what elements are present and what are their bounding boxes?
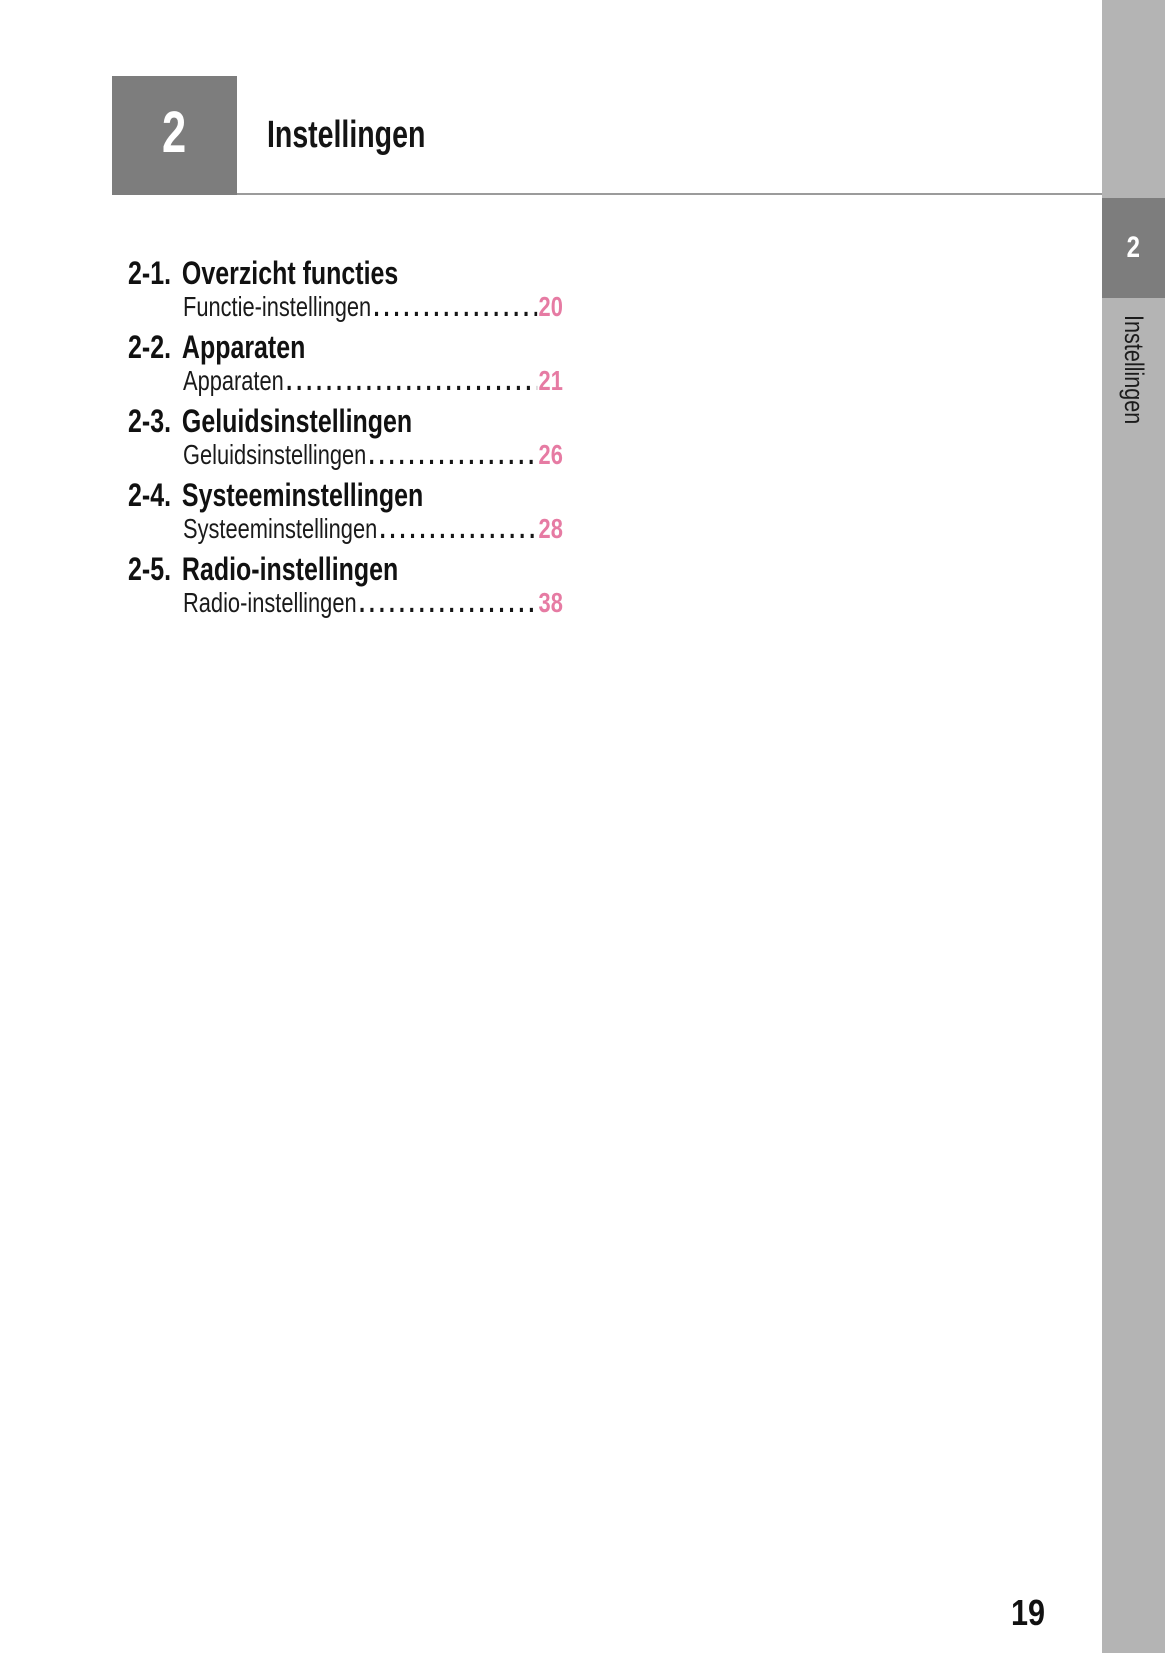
toc-entry-row[interactable]: [183, 438, 563, 471]
toc-section-number: 2-2.: [128, 329, 172, 365]
toc-leader-dots: [366, 438, 537, 471]
toc-section-number: 2-3.: [128, 403, 172, 439]
chapter-number-box: [112, 76, 237, 195]
toc-section-title: Systeeminstellingen: [181, 477, 424, 513]
toc-section-heading: [128, 405, 565, 438]
toc-section: [128, 331, 688, 397]
toc-section-heading: [128, 331, 565, 364]
side-tab-number: 2: [1126, 231, 1141, 264]
toc-entry-label: Geluidsinstellingen: [183, 439, 367, 470]
toc-entry-label: Systeeminstellingen: [183, 513, 378, 544]
toc-entry-row[interactable]: [183, 586, 563, 619]
toc-section-number: 2-5.: [128, 551, 172, 587]
toc-section-heading: [128, 479, 565, 512]
toc-entry-row[interactable]: [183, 290, 563, 323]
toc-section: [128, 553, 688, 619]
toc-section-title: Overzicht functies: [181, 255, 399, 291]
toc-list: [128, 257, 688, 627]
toc-entry-page-number: 20: [538, 291, 563, 322]
toc-leader-dots: [377, 512, 537, 545]
toc-section: [128, 405, 688, 471]
header-rule: [237, 193, 1102, 195]
toc-section-title: Radio-instellingen: [181, 551, 399, 587]
toc-section-title: Apparaten: [181, 329, 306, 365]
toc-leader-dots: [284, 364, 537, 397]
toc-entry-page-number: 21: [538, 365, 563, 396]
toc-entry-page-number: 26: [538, 439, 563, 470]
toc-entry-label: Apparaten: [183, 365, 284, 396]
toc-entry-row[interactable]: [183, 512, 563, 545]
chapter-side-tab: [1102, 198, 1165, 298]
toc-section-heading: [128, 553, 565, 586]
chapter-number: 2: [162, 99, 187, 165]
toc-entry-page-number: 28: [538, 513, 563, 544]
toc-section-number: 2-1.: [128, 255, 172, 291]
toc-section: [128, 479, 688, 545]
toc-section-title: Geluidsinstellingen: [181, 403, 413, 439]
page-number: 19: [1010, 1592, 1046, 1633]
toc-section-heading: [128, 257, 565, 290]
toc-entry-label: Radio-instellingen: [183, 587, 357, 618]
page-title: Instellingen: [267, 114, 426, 156]
side-tab-label: Instellingen: [1119, 315, 1149, 425]
toc-section-number: 2-4.: [128, 477, 172, 513]
toc-leader-dots: [371, 290, 537, 323]
toc-entry-label: Functie-instellingen: [183, 291, 372, 322]
toc-leader-dots: [357, 586, 537, 619]
toc-entry-row[interactable]: [183, 364, 563, 397]
side-tab-label-wrap: [1102, 315, 1165, 485]
toc-entry-page-number: 38: [538, 587, 563, 618]
toc-section: [128, 257, 688, 323]
